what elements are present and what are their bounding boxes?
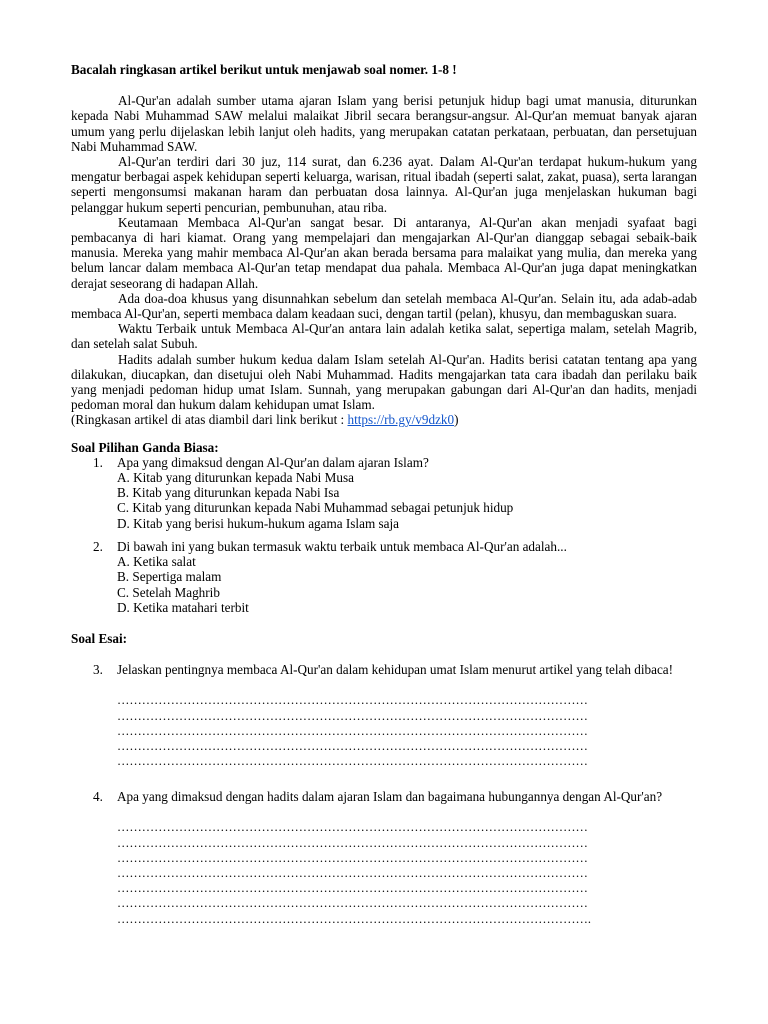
source-suffix: ) (454, 412, 459, 428)
article-paragraph: Hadits adalah sumber hukum kedua dalam Islam setelah Al-Qur'an. Hadits berisi catatan tentang apa yang dilakukan, diucapkan, dan disetujui oleh Nabi Muhammad. Hadits mengajarkan tata cara ibadah dan perilaku baik yang menjadi pedoman hidup umat Islam. Sunnah, yang merupakan gabungan dari Al-Qur'an dan hadits, menjadi pedoman moral dan hukum dalam kehidupan umat Islam. (71, 351, 697, 413)
answer-option: C. Kitab yang diturunkan kepada Nabi Muhammad sebagai petunjuk hidup (117, 500, 514, 516)
answer-line[interactable]: …………………………………………………………………………………………………… (117, 896, 588, 911)
answer-line[interactable]: …………………………………………………………………………………………………… (117, 835, 588, 850)
answer-option: C. Setelah Maghrib (117, 584, 220, 600)
question-number: 2. (93, 538, 103, 554)
question-text: Apa yang dimaksud dengan Al-Qur'an dalam ajaran Islam? (117, 454, 429, 470)
article-summary (71, 93, 697, 427)
article-paragraph: Al-Qur'an adalah sumber utama ajaran Islam yang berisi petunjuk hidup bagi umat manusia, diturunkan kepada Nabi Muhammad SAW melalui malaikat Jibril secara berangsur-angsur. Al-Qur'an memuat banyak ajaran umum yang perlu dijelaskan lebih lanjut oleh hadits, yang merupakan catatan perkataan, perbuatan, dan persetujuan Nabi Muhammad SAW. (71, 93, 697, 154)
instruction-heading: Bacalah ringkasan artikel berikut untuk menjawab soal nomer. 1-8 ! (71, 62, 457, 77)
essay-question (71, 662, 697, 769)
question-number: 1. (93, 454, 103, 470)
answer-option: A. Kitab yang diturunkan kepada Nabi Musa (117, 470, 354, 486)
mc-question (71, 455, 697, 531)
answer-line[interactable]: …………………………………………………………………………………………………… (117, 866, 588, 881)
answer-option: B. Sepertiga malam (117, 569, 222, 585)
article-paragraph: Waktu Terbaik untuk Membaca Al-Qur'an antara lain adalah ketika salat, sepertiga malam, setelah Magrib, dan setelah salat Subuh. (71, 321, 697, 352)
answer-line[interactable]: …………………………………………………………………………………………………… (117, 708, 588, 723)
answer-line[interactable]: …………………………………………………………………………………………………… (117, 850, 588, 865)
answer-line[interactable]: …………………………………………………………………………………………………… (117, 820, 588, 835)
source-link[interactable]: https://rb.gy/v9dzk0 (347, 412, 455, 428)
answer-line[interactable]: …………………………………………………………………………………………………… (117, 738, 588, 753)
answer-line[interactable]: …………………………………………………………………………………………………… (117, 754, 588, 769)
answer-lines[interactable] (71, 820, 697, 926)
answer-line[interactable]: …………………………………………………………………………………………………… (117, 723, 588, 738)
essay-section-title: Soal Esai: (71, 630, 128, 646)
answer-line[interactable]: ……………………………………………………………………………………………………. (117, 911, 591, 926)
answer-line[interactable]: …………………………………………………………………………………………………… (117, 881, 588, 896)
question-number: 4. (93, 789, 103, 805)
essay-question (71, 789, 697, 927)
answer-line[interactable]: …………………………………………………………………………………………………… (117, 693, 588, 708)
question-text: Di bawah ini yang bukan termasuk waktu terbaik untuk membaca Al-Qur'an adalah... (117, 538, 567, 554)
answer-option: D. Kitab yang berisi hukum-hukum agama Islam saja (117, 515, 399, 531)
source-prefix: (Ringkasan artikel di atas diambil dari link berikut : (71, 412, 348, 428)
mc-section-title: Soal Pilihan Ganda Biasa: (71, 439, 219, 455)
question-text: Jelaskan pentingnya membaca Al-Qur'an dalam kehidupan umat Islam menurut artikel yang telah dibaca! (117, 662, 674, 678)
article-source (71, 412, 697, 427)
article-paragraph: Al-Qur'an terdiri dari 30 juz, 114 surat, dan 6.236 ayat. Dalam Al-Qur'an terdapat hukum-hukum yang mengatur berbagai aspek kehidupan seperti keluarga, warisan, ritual ibadah (seperti salat, zakat, puasa), serta larangan seperti mengonsumsi makanan haram dan perbuatan dosa lainnya. Al-Qur'an juga menjelaskan hukuman bagi pelanggar hukum seperti pencurian, pembunuhan, atau riba. (71, 154, 697, 215)
question-text: Apa yang dimaksud dengan hadits dalam ajaran Islam dan bagaimana hubungannya dengan Al-Qur'an? (117, 789, 663, 805)
article-paragraph: Ada doa-doa khusus yang disunnahkan sebelum dan setelah membaca Al-Qur'an. Selain itu, ada adab-adab membaca Al-Qur'an, seperti membaca dalam keadaan suci, dengan tartil (pelan), khusyu, dan membaguskan suara. (71, 290, 697, 322)
answer-lines[interactable] (71, 693, 697, 769)
answer-option: A. Ketika salat (117, 554, 196, 570)
question-number: 3. (93, 662, 103, 678)
answer-option: B. Kitab yang diturunkan kepada Nabi Isa (117, 485, 340, 501)
answer-option: D. Ketika matahari terbit (117, 599, 249, 615)
mc-question (71, 539, 697, 615)
article-paragraph: Keutamaan Membaca Al-Qur'an sangat besar. Di antaranya, Al-Qur'an akan menjadi syafaat bagi pembacanya di hari kiamat. Orang yang mempelajari dan mengajarkan Al-Qur'an dianggap sebagai sebaik-baik manusia. Mereka yang mahir membaca Al-Qur'an akan berada bersama para malaikat yang mulia, dan mereka yang belum lancar dalam membaca Al-Qur'an tetap mendapat dua pahala. Membaca Al-Qur'an juga dapat meningkatkan derajat seseorang di hadapan Allah. (71, 214, 697, 291)
